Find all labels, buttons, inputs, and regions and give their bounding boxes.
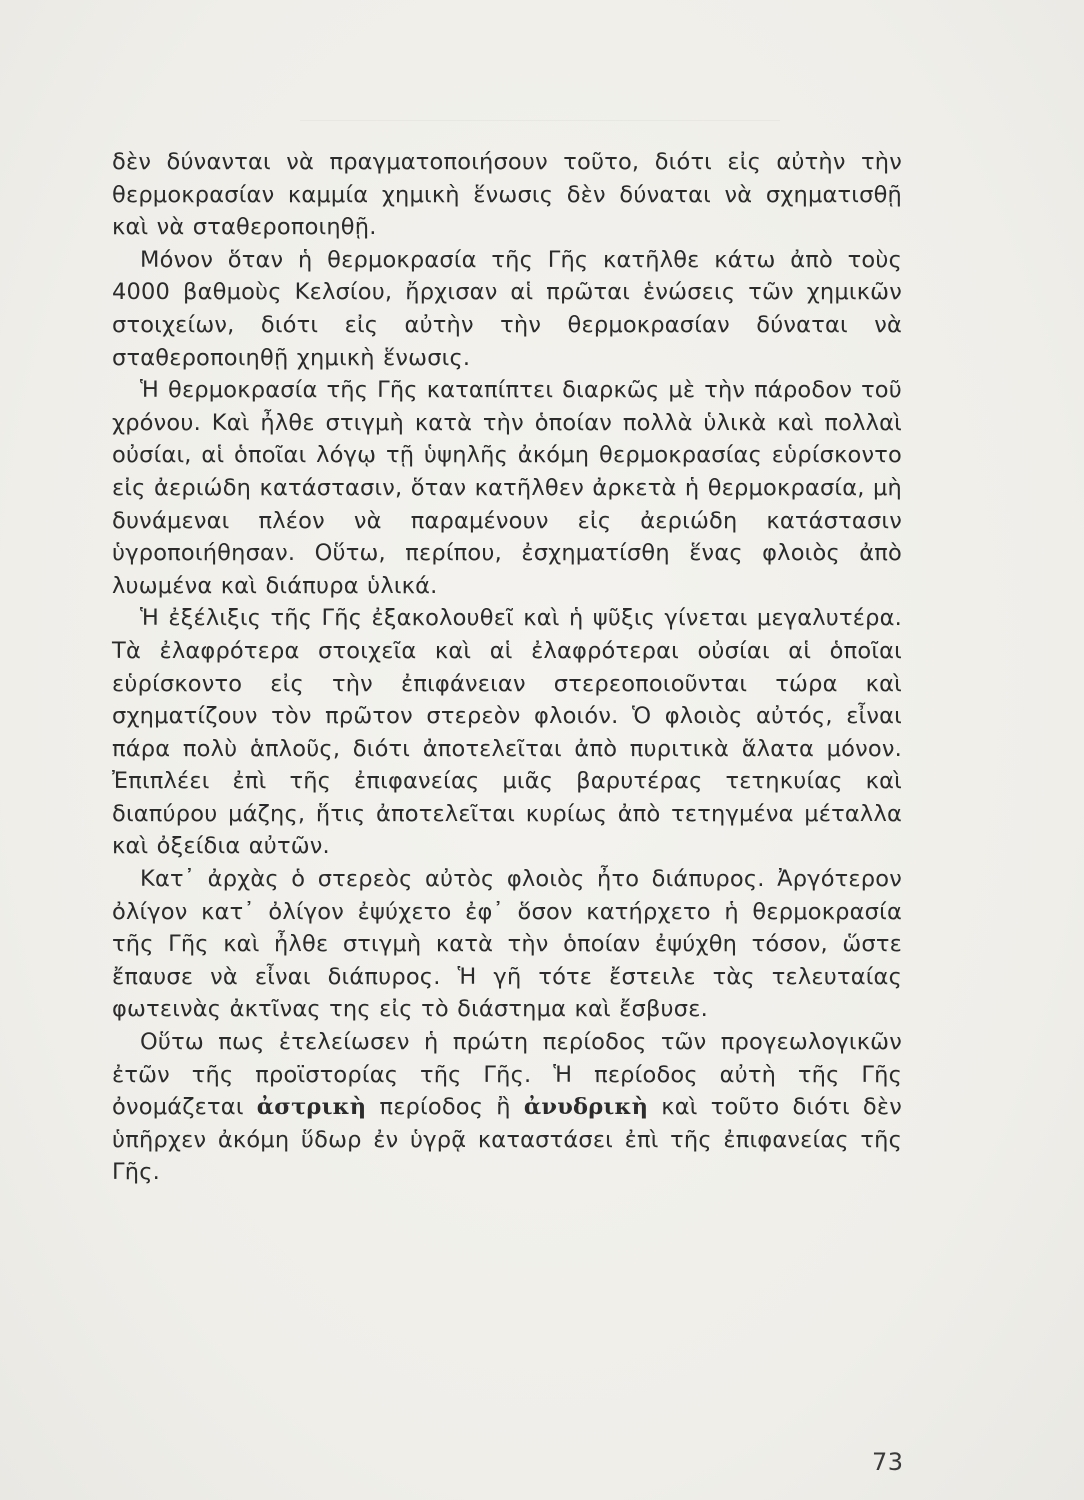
paragraph-6-before: Οὕτω πως ἐτελείωσεν ἡ πρώτη περίοδος τῶν προγεωλογικῶν ἐτῶν τῆς προϊστορίας τῆς Γῆς. Ἡ περίοδος αὐτὴ τῆς Γῆς ὀνομάζεται [112, 1029, 902, 1121]
paragraph-1: δὲν δύνανται νὰ πραγματοποιήσουν τοῦτο, διότι εἰς αὐτὴν τὴν θερμοκρασίαν καμμία χημικὴ ἕνωσις δὲν δύναται νὰ σχηματισθῇ καὶ νὰ σταθεροποιηθῇ. [112, 149, 902, 241]
paragraph-4: Ἡ ἐξέλιξις τῆς Γῆς ἐξακολουθεῖ καὶ ἡ ψῦξις γίνεται μεγαλυτέρα. Τὰ ἐλαφρότερα στοιχεῖα καὶ αἱ ἐλαφρότεραι οὐσίαι αἱ ὁποῖαι εὑρίσκοντο εἰς τὴν ἐπιφάνειαν στερεοποιοῦνται τώρα καὶ σχηματίζουν τὸν πρῶτον στερεὸν φλοιόν. Ὁ φλοιὸς αὐτός, εἶναι πάρα πολὺ ἁπλοῦς, διότι ἀποτελεῖται ἀπὸ πυριτικὰ ἅλατα μόνον. Ἐπιπλέει ἐπὶ τῆς ἐπιφανείας μιᾶς βαρυτέρας τετηκυίας καὶ διαπύρου μάζης, ἥτις ἀποτελεῖται κυρίως ἀπὸ τετηγμένα μέταλλα καὶ ὀξείδια αὐτῶν. [112, 605, 902, 860]
paragraph-6-after: καὶ τοῦτο διότι δὲν ὑπῆρχεν ἀκόμη ὕδωρ ἐν ὑγρᾷ καταστάσει ἐπὶ τῆς ἐπιφανείας τῆς Γῆς. [112, 1094, 903, 1186]
term-anydriki: ἀνυδρικὴ [523, 1094, 649, 1121]
paragraph-6-middle: περίοδος ἢ [379, 1094, 511, 1121]
paragraph-3: Ἡ θερμοκρασία τῆς Γῆς καταπίπτει διαρκῶς μὲ τὴν πάροδον τοῦ χρόνου. Καὶ ἦλθε στιγμὴ κατὰ τὴν ὁποίαν πολλὰ ὑλικὰ καὶ πολλαὶ οὐσίαι, αἱ ὁποῖαι λόγῳ τῇ ὑψηλῆς ἀκόμη θερμοκρασίας εὑρίσκοντο εἰς ἀεριώδη κατάστασιν, ὅταν κατῆλθεν ἀρκετὰ ἡ θερμοκρασία, μὴ δυνάμεναι πλέον νὰ παραμένουν εἰς ἀεριώδη κατάστασιν ὑγροποιήθησαν. Οὕτω, περίπου, ἐσχηματίσθη ἕνας φλοιὸς ἀπὸ λυωμένα καὶ διάπυρα ὑλικά. [112, 377, 902, 599]
bleed-through-artifact [300, 80, 780, 121]
term-astriki: ἀστρικὴ [256, 1094, 367, 1121]
paragraph-2: Μόνον ὅταν ἡ θερμοκρασία τῆς Γῆς κατῆλθε κάτω ἀπὸ τοὺς 4000 βαθμοὺς Κελσίου, ἤρχισαν αἱ πρῶται ἑνώσεις τῶν χημικῶν στοιχείων, διότι εἰς αὐτὴν τὴν θερμοκρασίαν δύναται νὰ σταθεροποιηθῇ χημικὴ ἕνωσις. [112, 246, 902, 371]
page-number: 73 [872, 1448, 904, 1476]
body-text [112, 146, 902, 1189]
paragraph-6 [112, 1026, 902, 1189]
paragraph-5: Κατ᾽ ἀρχὰς ὁ στερεὸς αὐτὸς φλοιὸς ἦτο διάπυρος. Ἀργότερον ὀλίγον κατ᾽ ὀλίγον ἐψύχετο ἐφ᾽ ὅσον κατήρχετο ἡ θερμοκρασία τῆς Γῆς καὶ ἦλθε στιγμὴ κατὰ τὴν ὁποίαν ἐψύχθη τόσον, ὥστε ἔπαυσε νὰ εἶναι διάπυρος. Ἡ γῆ τότε ἔστειλε τὰς τελευταίας φωτεινὰς ἀκτῖνας της εἰς τὸ διάστημα καὶ ἔσβυσε. [112, 866, 902, 1023]
